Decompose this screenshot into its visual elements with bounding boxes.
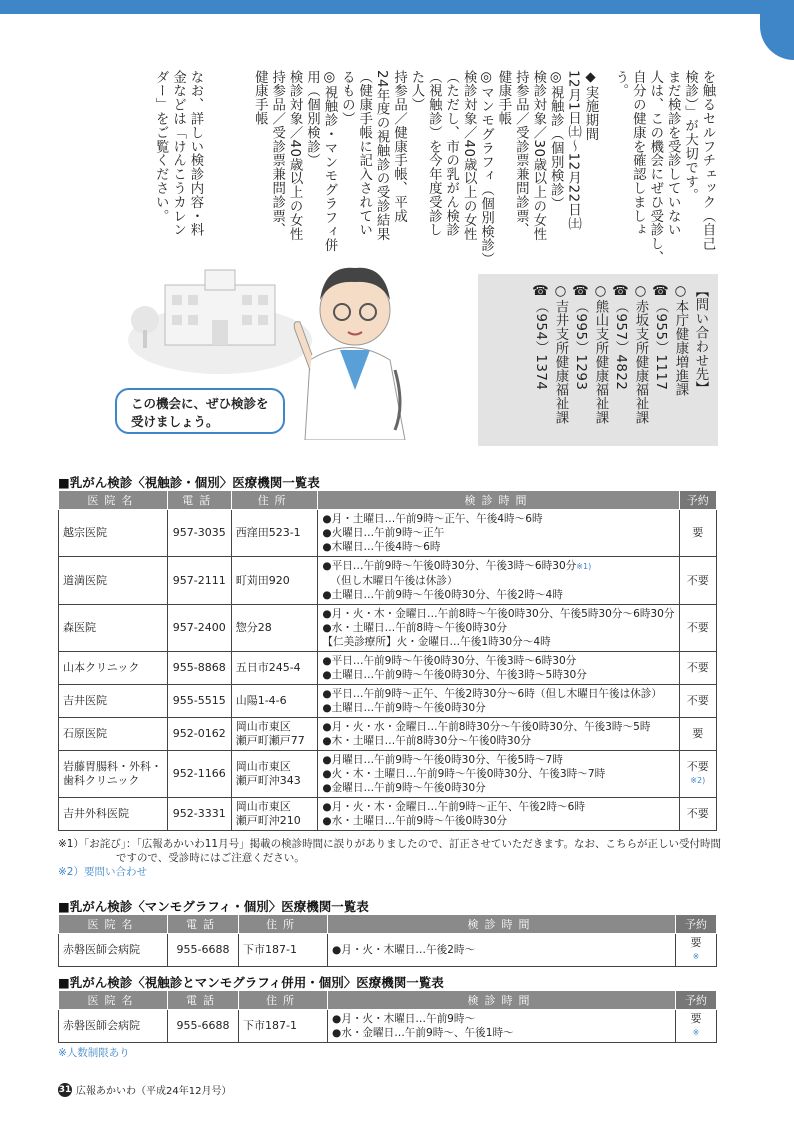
clinic-name-line: 赤磐医師会病院 <box>63 943 140 956</box>
clinic-address-line: 瀬戸町沖210 <box>235 814 301 827</box>
clinic-address <box>231 605 318 652</box>
reservation <box>679 751 716 798</box>
article-col2-line: （健康手帳に記入されてい <box>356 70 372 237</box>
header-addr: 住所 <box>239 915 328 934</box>
clinic-name-line: 森医院 <box>63 621 96 634</box>
article-col2-line: た人） <box>408 70 424 112</box>
article-col2-line: 健康手帳 <box>495 70 511 126</box>
table-row <box>59 718 717 751</box>
clinic-hours <box>318 557 679 605</box>
article-col1-line: まだ検診を受診していない <box>665 70 681 237</box>
clinic-name-line: 越宗医院 <box>63 526 107 539</box>
clinic-address-line: 町苅田920 <box>235 573 290 587</box>
header-addr: 住所 <box>231 491 318 510</box>
table-row <box>59 652 717 685</box>
clinic-name-line: 岩藤胃腸科・外科・ <box>63 760 162 773</box>
clinic-name-line: 山本クリニック <box>63 661 140 674</box>
reservation-mark: ※ <box>692 952 700 961</box>
reservation <box>679 605 716 652</box>
hours-line: ●火曜日…午前9時〜正午 <box>322 527 445 539</box>
table-header-row <box>59 491 717 510</box>
hours-line: ●月・火・水・金曜日…午前8時30分〜午後0時30分、午後3時〜5時 <box>322 721 651 733</box>
clinic-hours <box>318 718 679 751</box>
clinic-address <box>231 510 318 557</box>
header-res: 予約 <box>676 991 717 1010</box>
clinic-address <box>231 798 318 831</box>
hours-line: ●金曜日…午前9時〜午後0時30分 <box>322 782 486 794</box>
article-col2-line: るもの） <box>339 70 355 126</box>
article-col2-line: （視触診）を今年度受診し <box>426 70 442 237</box>
hours-line: ●木・土曜日…午前8時30分〜午後0時30分 <box>322 735 532 747</box>
hours-line: ●月・火・木曜日…午前9時〜 <box>332 1013 476 1025</box>
clinic-name-line: 歯科クリニック <box>63 774 140 787</box>
clinic-hours <box>318 798 679 831</box>
article-col2-line: 健康手帳 <box>252 70 268 126</box>
clinic-table-3 <box>58 990 717 1043</box>
reservation-value: 不要 <box>686 621 709 634</box>
table-header-row <box>59 915 717 934</box>
article-column-3 <box>152 70 204 250</box>
reservation <box>676 934 717 967</box>
doctor-figure-icon <box>294 268 405 440</box>
clinic-name-line: 道満医院 <box>63 573 107 587</box>
hours-line: ●平日…午前9時〜午後0時30分、午後3時〜6時30分 <box>322 655 577 667</box>
clinic-tel: 957-2111 <box>167 557 231 605</box>
article-col2-line: ◎視触診・マンモグラフィ併 <box>321 70 337 253</box>
clinic-tel: 957-2400 <box>167 605 231 652</box>
clinic-name <box>59 605 168 652</box>
article-col2-line: 検診対象／40歳以上の女性 <box>287 70 303 241</box>
contact-line: ○吉井支所健康福祉課 <box>553 284 568 425</box>
article-col2-line: 検診対象／40歳以上の女性 <box>461 70 477 241</box>
clinic-tel: 957-3035 <box>167 510 231 557</box>
reservation-mark: ※2) <box>690 776 706 785</box>
clinic-name <box>59 685 168 718</box>
article-col2-line: 持参品／受診票兼問診票、 <box>513 70 529 237</box>
clinic-hours <box>318 652 679 685</box>
table1-note-line: ですので、受診時にはご注意ください。 <box>116 852 305 864</box>
clinic-address <box>231 718 318 751</box>
clinic-tel: 955-6688 <box>168 1010 239 1043</box>
clinic-name-line: 石原医院 <box>63 727 107 740</box>
hours-line: ●木曜日…午後4時〜6時 <box>322 541 441 553</box>
clinic-name-line: 吉井外科医院 <box>63 807 129 820</box>
hours-line: 【仁美診療所】火・金曜日…午後1時30分〜4時 <box>322 636 551 648</box>
contact-line: ☎（954）1374 <box>533 284 548 391</box>
clinic-address-line: 下市187-1 <box>243 1019 297 1032</box>
table-row <box>59 751 717 798</box>
table1-notes <box>58 837 721 879</box>
clinic-address <box>239 934 328 967</box>
clinic-address-line: 惣分28 <box>235 621 272 634</box>
clinic-name <box>59 751 168 798</box>
reservation <box>679 718 716 751</box>
article-col2-line: 24年度の視触診の受診結果 <box>374 70 390 241</box>
clinic-table-1 <box>58 490 717 831</box>
table-row <box>59 605 717 652</box>
article-col1-line: 人は、この機会にぜひ受診し、 <box>647 70 663 265</box>
table3-title: ■乳がん検診〈視触診とマンモグラフィ併用・個別〉医療機関一覧表 <box>58 975 444 990</box>
contact-line: ○本庁健康増進課 <box>673 284 688 397</box>
hours-line: ●水・金曜日…午前9時〜、午後1時〜 <box>332 1027 514 1039</box>
hours-line: ●月・土曜日…午前9時〜正午、午後4時〜6時 <box>322 513 543 525</box>
header-hours: 検診時間 <box>328 991 676 1010</box>
article-col1-line: 自分の健康を確認しましょ <box>630 70 646 237</box>
hours-line: ●水・土曜日…午前9時〜午後0時30分 <box>322 815 507 827</box>
article-col2-line: ◎視触診（個別検診） <box>548 70 564 211</box>
hours-line: ●水・土曜日…午前8時〜午後0時30分 <box>322 622 507 634</box>
table-row <box>59 685 717 718</box>
clinic-name-line: 赤磐医師会病院 <box>63 1019 140 1032</box>
hours-line: ●土曜日…午前9時〜午後0時30分、午後2時〜4時 <box>322 589 563 601</box>
article-col2-line: 持参品／受診票兼問診票、 <box>269 70 285 237</box>
header-tel: 電話 <box>168 991 239 1010</box>
clinic-address-line: 岡山市東区 <box>235 720 291 733</box>
header-addr: 住所 <box>239 991 328 1010</box>
article-col3-line: なお、詳しい検診内容・料 <box>188 70 203 237</box>
hours-line: ●月・火・木・金曜日…午前9時〜正午、午後2時〜6時 <box>322 801 585 813</box>
page-footer <box>58 1082 231 1097</box>
clinic-hours <box>318 510 679 557</box>
article-col1-line: 検診）」が大切です。 <box>682 70 698 203</box>
clinic-name <box>59 934 168 967</box>
clinic-tel: 952-0162 <box>167 718 231 751</box>
reservation-value: 不要 <box>686 760 709 773</box>
header-res: 予約 <box>676 915 717 934</box>
reservation <box>679 685 716 718</box>
clinic-name <box>59 510 168 557</box>
clinic-name <box>59 652 168 685</box>
clinic-name <box>59 798 168 831</box>
article-col2-line: ◎マンモグラフィ（個別検診） <box>478 70 494 267</box>
reservation <box>679 510 716 557</box>
reservation-value: 不要 <box>686 807 709 820</box>
top-color-bar <box>0 0 794 14</box>
reservation-value: 要 <box>692 727 704 740</box>
bubble-line-2: 受けましょう。 <box>131 414 219 429</box>
clinic-hours <box>318 751 679 798</box>
reservation-value: 要 <box>690 1012 702 1025</box>
article-col2-line: ◆実施期間 <box>583 70 598 142</box>
clinic-hours <box>318 605 679 652</box>
table-row <box>59 557 717 605</box>
header-name: 医院名 <box>59 991 168 1010</box>
reservation <box>676 1010 717 1043</box>
clinic-address-line: 瀬戸町沖343 <box>235 774 301 787</box>
reservation-value: 要 <box>692 526 704 539</box>
table2-title: ■乳がん検診〈マンモグラフィ・個別〉医療機関一覧表 <box>58 899 369 914</box>
clinic-address-line: 瀬戸町瀬戸77 <box>235 734 305 747</box>
clinic-tel: 955-8868 <box>167 652 231 685</box>
hours-line: ●平日…午前9時〜午後0時30分、午後3時〜6時30分※1) <box>322 560 592 572</box>
hours-line: ●平日…午前9時〜正午、午後2時30分〜6時（但し木曜日午後は休診） <box>322 688 662 700</box>
article-col2-line: 用（個別検診） <box>304 70 320 168</box>
contact-line: ☎（955）1117 <box>653 284 668 391</box>
article-column-1 <box>612 70 716 265</box>
article-col3-line: ダー」をご覧ください。 <box>153 70 169 223</box>
clinic-name <box>59 557 168 605</box>
clinic-tel: 955-6688 <box>168 934 239 967</box>
header-hours: 検診時間 <box>328 915 676 934</box>
hours-line: （但し木曜日午後は休診） <box>330 575 458 587</box>
reservation-value: 不要 <box>686 573 709 587</box>
reservation-mark: ※ <box>692 1028 700 1037</box>
speech-bubble <box>115 388 285 434</box>
article-col2-line: 持参品／健康手帳、平成 <box>391 70 407 223</box>
table1-note-line: ※1）「お詫び」：「広報あかいわ11月号」掲載の検診時間に誤りがありましたので、訂正させていただきます。なお、こちらが正しい受付時間 <box>58 838 722 850</box>
clinic-table-2 <box>58 914 717 967</box>
clinic-hours <box>328 1010 676 1043</box>
clinic-address-line: 岡山市東区 <box>235 800 291 813</box>
footer-text: 広報あかいわ（平成24年12月号） <box>76 1086 232 1097</box>
clinic-hours <box>318 685 679 718</box>
clinic-address-line: 下市187-1 <box>243 943 297 956</box>
table-row <box>59 798 717 831</box>
reservation <box>679 652 716 685</box>
article-col1-line: う。 <box>612 70 628 98</box>
clinic-address <box>231 685 318 718</box>
header-name: 医院名 <box>59 491 168 510</box>
top-corner-decoration <box>760 0 794 60</box>
clinic-tel: 952-1166 <box>167 751 231 798</box>
contact-line: 【問い合わせ先】 <box>693 284 708 396</box>
reservation <box>679 798 716 831</box>
reservation <box>679 557 716 605</box>
table1-note-line: ※2）要問い合わせ <box>58 866 147 878</box>
article-col2-line: （ただし、市の乳がん検診 <box>443 70 459 237</box>
contact-lines <box>530 284 710 444</box>
header-res: 予約 <box>679 491 716 510</box>
clinic-hours <box>328 934 676 967</box>
contact-line: ○赤坂支所健康福祉課 <box>633 284 648 425</box>
table-header-row <box>59 991 717 1010</box>
hours-line: ●火・木・土曜日…午前9時〜午後0時30分、午後3時〜7時 <box>322 768 606 780</box>
hours-line: ●月・火・木曜日…午後2時〜 <box>332 944 476 956</box>
hours-line: ●月曜日…午前9時〜午後0時30分、午後5時〜7時 <box>322 754 563 766</box>
bubble-line-1: この機会に、ぜひ検診を <box>131 396 269 411</box>
clinic-address <box>231 652 318 685</box>
header-tel: 電話 <box>168 915 239 934</box>
clinic-tel: 955-5515 <box>167 685 231 718</box>
clinic-name <box>59 718 168 751</box>
clinic-address <box>231 557 318 605</box>
header-name: 医院名 <box>59 915 168 934</box>
header-tel: 電話 <box>167 491 231 510</box>
article-col2-line: 12月1日㈯〜12月22日㈯ <box>565 70 581 231</box>
header-hours: 検診時間 <box>318 491 679 510</box>
table3-note: ※人数制限あり <box>58 1047 130 1059</box>
clinic-name-line: 吉井医院 <box>63 694 107 707</box>
clinic-address-line: 山陽1-4-6 <box>235 694 287 707</box>
article-col3-line: 金などは「けんこうカレン <box>170 70 186 237</box>
contact-line: ☎（995）1293 <box>573 284 588 391</box>
hours-line: ●土曜日…午前9時〜午後0時30分 <box>322 702 486 714</box>
contact-line: ☎（957）4822 <box>613 284 628 391</box>
article-col2-line: 検診対象／30歳以上の女性 <box>530 70 546 241</box>
reservation-value: 要 <box>690 936 702 949</box>
clinic-address-line: 五日市245-4 <box>235 661 301 674</box>
hours-line: ●土曜日…午前9時〜午後0時30分、午後3時〜5時30分 <box>322 669 587 681</box>
clinic-address <box>231 751 318 798</box>
table1-title: ■乳がん検診〈視触診・個別〉医療機関一覧表 <box>58 475 320 490</box>
reservation-value: 不要 <box>686 661 709 674</box>
table-row <box>59 1010 717 1043</box>
page-number: 31 <box>58 1084 72 1095</box>
clinic-address-line: 西窪田523-1 <box>235 526 301 539</box>
clinic-address <box>239 1010 328 1043</box>
contact-line: ○熊山支所健康福祉課 <box>593 284 608 425</box>
reservation-value: 不要 <box>686 694 709 707</box>
contact-box <box>478 274 718 446</box>
article-col1-line: を触るセルフチェック（自己 <box>700 70 715 251</box>
clinic-tel: 952-3331 <box>167 798 231 831</box>
hours-footnote-mark: ※1) <box>576 562 592 571</box>
clinic-address-line: 岡山市東区 <box>235 760 291 773</box>
table-row <box>59 510 717 557</box>
hours-line: ●月・火・木・金曜日…午前8時〜午後0時30分、午後5時30分〜6時30分 <box>322 608 675 620</box>
clinic-name <box>59 1010 168 1043</box>
table-row <box>59 934 717 967</box>
